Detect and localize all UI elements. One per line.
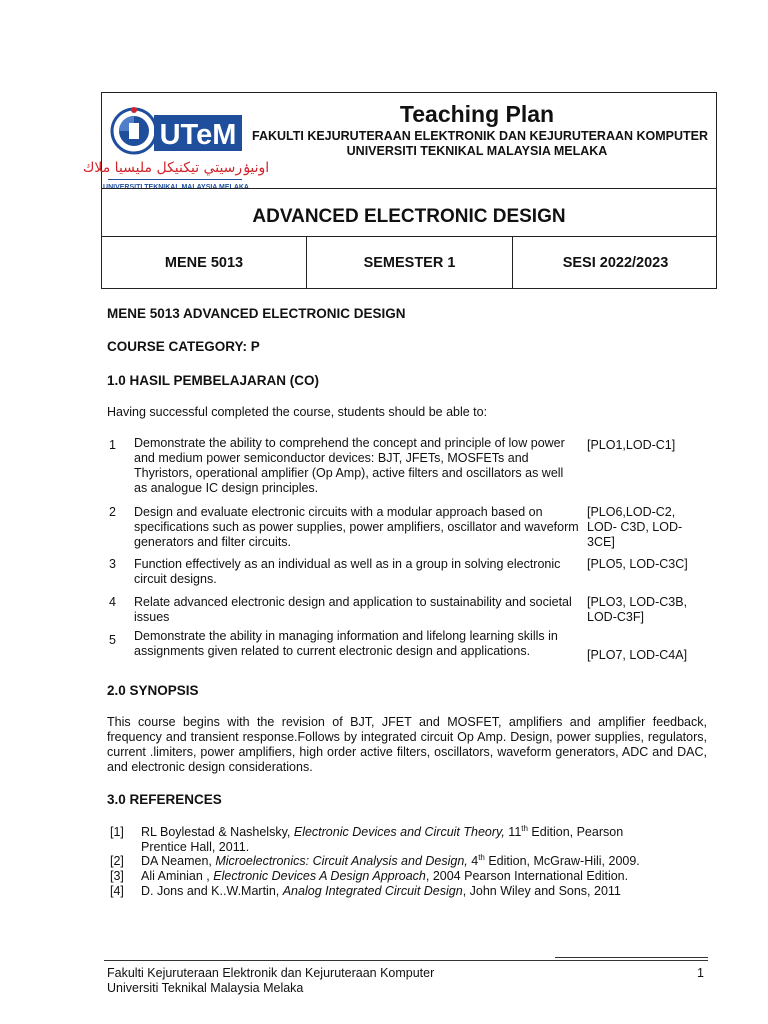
outcome-plo: [PLO7, LOD-C4A] bbox=[587, 648, 688, 662]
reference-title: Microelectronics: Circuit Analysis and Design, bbox=[215, 854, 468, 868]
footer-faculty: Fakulti Kejuruteraan Elektronik dan Kejuruteraan Komputer bbox=[107, 966, 435, 980]
outcome-plo: [PLO6,LOD-C2, LOD- C3D, LOD-3CE] bbox=[587, 505, 683, 549]
footer-rule bbox=[555, 957, 708, 958]
reference-edition: 11 bbox=[504, 825, 522, 839]
reference-item bbox=[141, 869, 701, 884]
course-title: ADVANCED ELECTRONIC DESIGN bbox=[252, 206, 566, 227]
reference-number: [1] bbox=[110, 825, 124, 839]
university-name: UNIVERSITI TEKNIKAL MALAYSIA MELAKA bbox=[346, 144, 608, 158]
header-divider bbox=[102, 188, 716, 189]
reference-number: [3] bbox=[110, 869, 124, 883]
co-heading: 1.0 HASIL PEMBELAJARAN (CO) bbox=[107, 373, 320, 388]
outcome-plo: [PLO5, LOD-C3C] bbox=[587, 557, 688, 571]
synopsis-heading: 2.0 SYNOPSIS bbox=[107, 683, 199, 698]
co-intro: Having successful completed the course, students should be able to: bbox=[107, 405, 488, 419]
reference-publisher: Edition, Pearson Prentice Hall, 2011. bbox=[141, 825, 624, 854]
reference-title: Electronic Devices A Design Approach bbox=[213, 869, 426, 883]
logo-wordmark: UTeM bbox=[159, 119, 237, 151]
reference-authors: D. Jons and K..W.Martin, bbox=[141, 884, 283, 898]
utem-logo bbox=[82, 101, 270, 191]
page-title: Teaching Plan bbox=[399, 101, 555, 127]
reference-edition-suffix: th bbox=[521, 823, 528, 833]
reference-edition-suffix: th bbox=[478, 852, 485, 862]
session: SESI 2022/2023 bbox=[562, 255, 669, 271]
outcome-text: Design and evaluate electronic circuits with a modular approach based on specifications such as power supplies, power amplifiers, oscillator and waveform generators and filter circuits. bbox=[134, 505, 579, 549]
reference-publisher: , 2004 Pearson International Edition. bbox=[425, 869, 629, 883]
reference-authors: RL Boylestad & Nashelsky, bbox=[141, 825, 294, 839]
course-code: MENE 5013 bbox=[164, 255, 244, 271]
reference-publisher: Edition, McGraw-Hili, 2009. bbox=[484, 854, 640, 868]
outcome-number: 5 bbox=[109, 633, 116, 647]
reference-item bbox=[141, 884, 701, 899]
faculty-name: FAKULTI KEJURUTERAAN ELEKTRONIK DAN KEJURUTERAAN KOMPUTER bbox=[252, 129, 709, 143]
footer-rule bbox=[104, 960, 708, 961]
references-heading: 3.0 REFERENCES bbox=[107, 792, 222, 807]
outcome-text: Demonstrate the ability to comprehend the concept and principle of low power and medium power semiconductor devices: BJT, JFETs, MOSFETs and Thyristors, operational amplifier (Op Amp), active filters and oscillators as well as analogue IC design principles. bbox=[134, 436, 565, 495]
page-number: 1 bbox=[697, 966, 704, 980]
reference-number: [4] bbox=[110, 884, 124, 898]
course-heading: MENE 5013 ADVANCED ELECTRONIC DESIGN bbox=[107, 306, 406, 321]
course-category: COURSE CATEGORY: P bbox=[107, 339, 260, 354]
reference-title: Electronic Devices and Circuit Theory, bbox=[293, 825, 505, 839]
outcome-plo: [PLO1,LOD-C1] bbox=[587, 438, 676, 452]
outcome-number: 1 bbox=[109, 438, 116, 452]
semester: SEMESTER 1 bbox=[363, 255, 456, 271]
reference-authors: Ali Aminian , bbox=[141, 869, 214, 883]
outcome-text: Demonstrate the ability in managing information and lifelong learning skills in assignments given related to current electronic design and applications. bbox=[134, 629, 558, 658]
reference-item bbox=[141, 825, 641, 855]
reference-title: Analog Integrated Circuit Design bbox=[282, 884, 463, 898]
outcome-number: 3 bbox=[109, 557, 116, 571]
logo-caption: UNIVERSITI TEKNIKAL MALAYSIA MELAKA bbox=[103, 184, 249, 191]
logo-jawi-text: اونيۏرسيتي تيكنيكل مليسيا ملاك bbox=[82, 160, 270, 176]
header-table bbox=[82, 92, 717, 289]
reference-publisher: , John Wiley and Sons, 2011 bbox=[462, 884, 621, 898]
reference-item bbox=[141, 854, 701, 869]
synopsis-text: This course begins with the revision of BJT, JFET and MOSFET, amplifiers and amplifier feedback, frequency and transient response.Follows by integrated circuit Op Amp. Design, power supplies, regulators, current .limiters, power amplifiers, high order active filters, oscillators, waveform generators, ADC and DAC, and electronic design considerations. bbox=[107, 715, 707, 774]
reference-edition: 4 bbox=[467, 854, 479, 868]
outcome-plo: [PLO3, LOD-C3B, LOD-C3F] bbox=[587, 595, 688, 624]
outcome-text: Function effectively as an individual as well as in a group in solving electronic circuit designs. bbox=[134, 557, 561, 586]
footer-university: Universiti Teknikal Malaysia Melaka bbox=[107, 981, 304, 995]
outcome-number: 4 bbox=[109, 595, 116, 609]
outcome-text: Relate advanced electronic design and application to sustainability and societal issues bbox=[134, 595, 572, 624]
reference-authors: DA Neamen, bbox=[141, 854, 216, 868]
header-divider bbox=[102, 236, 716, 237]
outcome-number: 2 bbox=[109, 505, 116, 519]
reference-number: [2] bbox=[110, 854, 124, 868]
